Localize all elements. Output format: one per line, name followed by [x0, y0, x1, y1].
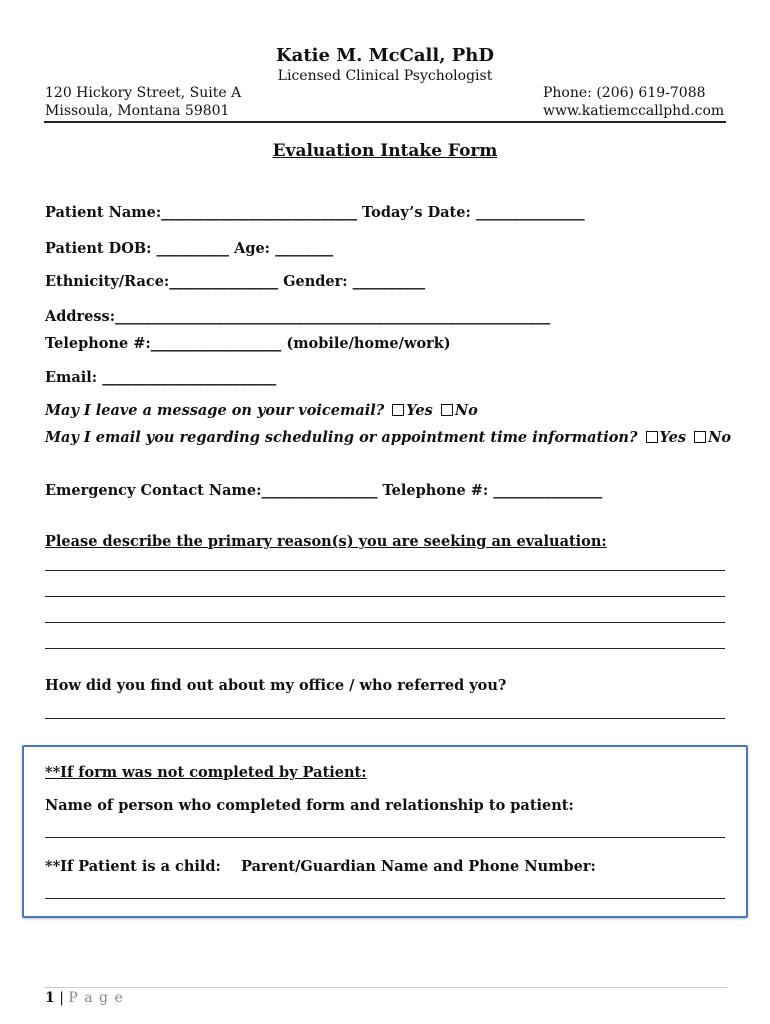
completed-by-prompt: Name of person who completed form and relationship to patient: — [45, 797, 574, 814]
box-heading: **If form was not completed by Patient: — [45, 764, 367, 781]
referral-line[interactable] — [45, 718, 725, 719]
dob-age-row[interactable] — [45, 240, 333, 257]
reason-line-1[interactable] — [45, 570, 725, 571]
email-no-checkbox[interactable] — [694, 431, 706, 443]
voicemail-yes-label: Yes — [406, 402, 433, 419]
completed-by-line[interactable] — [45, 837, 725, 838]
form-title: Evaluation Intake Form — [272, 141, 498, 161]
reason-line-2[interactable] — [45, 596, 725, 597]
emergency-phone-label: Telephone #: _______________ — [382, 482, 603, 499]
voicemail-question — [45, 402, 478, 419]
ethnicity-label: Ethnicity/Race:_______________ — [45, 273, 279, 290]
gender-label: Gender: __________ — [283, 273, 426, 290]
email-scheduling-question — [45, 429, 731, 446]
doctor-name: Katie M. McCall, PhD — [276, 45, 494, 66]
email-scheduling-question-text: May I email you regarding scheduling or appointment time information? — [45, 429, 638, 446]
address-line-1: 120 Hickory Street, Suite A — [45, 85, 242, 101]
address-label: Address:____________________________________________________________ — [45, 308, 551, 325]
voicemail-yes-checkbox[interactable] — [392, 404, 404, 416]
email-field[interactable] — [45, 369, 276, 386]
page-number: 1 — [45, 990, 55, 1006]
website: www.katiemccallphd.com — [543, 103, 725, 119]
patient-name-label: Patient Name:___________________________ — [45, 204, 357, 221]
header-divider — [44, 121, 726, 123]
phone-number: Phone: (206) 619-7088 — [543, 85, 706, 101]
voicemail-no-checkbox[interactable] — [441, 404, 453, 416]
child-guardian-prompt: **If Patient is a child: Parent/Guardian Name and Phone Number: — [45, 858, 596, 875]
voicemail-question-text: May I leave a message on your voicemail? — [45, 402, 385, 419]
telephone-type: (mobile/home/work) — [286, 335, 451, 352]
telephone-row[interactable] — [45, 335, 451, 352]
page-footer — [45, 990, 124, 1006]
telephone-label: Telephone #:__________________ — [45, 335, 282, 352]
referral-prompt: How did you find out about my office / who referred you? — [45, 677, 507, 694]
doctor-credential: Licensed Clinical Psychologist — [277, 68, 493, 84]
address-line-2: Missoula, Montana 59801 — [45, 103, 230, 119]
ethnicity-gender-row[interactable] — [45, 273, 425, 290]
age-label: Age: ________ — [234, 240, 334, 257]
emergency-contact-row[interactable] — [45, 482, 602, 499]
guardian-line[interactable] — [45, 898, 725, 899]
emergency-name-label: Emergency Contact Name:________________ — [45, 482, 378, 499]
email-yes-label: Yes — [659, 429, 686, 446]
reason-line-4[interactable] — [45, 648, 725, 649]
email-no-label: No — [708, 429, 731, 446]
todays-date-label: Today’s Date: _______________ — [362, 204, 585, 221]
footer-divider — [45, 987, 727, 988]
email-yes-checkbox[interactable] — [646, 431, 658, 443]
address-field[interactable] — [45, 308, 550, 325]
patient-name-field[interactable] — [45, 204, 585, 221]
reason-line-3[interactable] — [45, 622, 725, 623]
voicemail-no-label: No — [454, 402, 478, 419]
page-separator: | — [59, 990, 64, 1006]
page-word: P a g e — [68, 990, 124, 1006]
email-label: Email: ________________________ — [45, 369, 277, 386]
reason-prompt: Please describe the primary reason(s) you are seeking an evaluation: — [45, 533, 607, 550]
dob-label: Patient DOB: __________ — [45, 240, 229, 257]
